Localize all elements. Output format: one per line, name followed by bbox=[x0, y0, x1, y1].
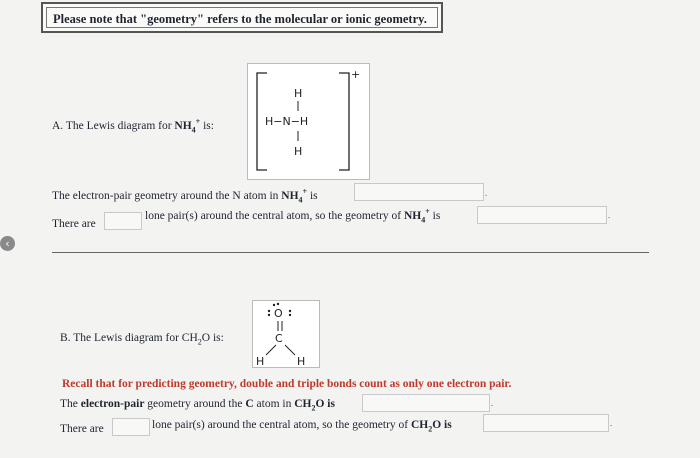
section-divider bbox=[52, 252, 649, 253]
carbon-atom: C bbox=[275, 332, 283, 345]
part-b-lp-text: lone pair(s) around the central atom, so the geometry of $CH_2O$ is bbox=[152, 419, 452, 434]
part-a-lp-prefix: There are bbox=[52, 218, 96, 230]
recall-note: Recall that for predicting geometry, double and triple bonds count as only one electron pair. bbox=[62, 378, 512, 390]
tick-mark: . bbox=[485, 188, 488, 198]
part-b-label: B. The Lewis diagram for $CH_2O$ is: bbox=[60, 332, 224, 347]
part-b-lp-count-input[interactable] bbox=[112, 418, 150, 436]
geometry-note-text: Please note that "geometry" refers to the molecular or ionic geometry. bbox=[46, 7, 438, 28]
oxygen-atom: O bbox=[274, 307, 283, 320]
part-a-label: A. The Lewis diagram for $NH_4^+$ is: bbox=[52, 117, 214, 135]
part-a-lp-text: lone pair(s) around the central atom, so the geometry of $NH_4^+$ is bbox=[145, 207, 441, 225]
chevron-left-icon[interactable]: ‹ bbox=[0, 236, 15, 251]
top-hydrogen: H bbox=[294, 87, 303, 100]
tick-mark: . bbox=[491, 398, 494, 408]
part-a-epg-input[interactable] bbox=[354, 183, 484, 201]
part-b-geometry-input[interactable] bbox=[483, 414, 609, 432]
bottom-hydrogen: H bbox=[294, 145, 303, 158]
part-b-epg-text: The electron-pair geometry around the C atom in $CH_2O$ is bbox=[60, 398, 335, 413]
part-a-lp-count-input[interactable] bbox=[104, 212, 142, 230]
part-b-epg-input[interactable] bbox=[362, 394, 490, 412]
part-b-lp-prefix: There are bbox=[60, 423, 104, 435]
part-a-geometry-input[interactable] bbox=[477, 206, 607, 224]
center-row: H−N−H bbox=[265, 115, 309, 128]
geometry-note bbox=[41, 2, 443, 33]
left-hydrogen: H bbox=[256, 355, 265, 368]
nh4-lewis-diagram bbox=[247, 63, 370, 180]
right-hydrogen: H bbox=[297, 355, 306, 368]
tick-mark: . bbox=[610, 418, 613, 428]
tick-mark: . bbox=[608, 210, 611, 220]
part-a-epg-text: The electron-pair geometry around the N atom in $NH_4^+$ is bbox=[52, 187, 318, 205]
ch2o-lewis-diagram bbox=[252, 300, 320, 368]
charge-plus: + bbox=[351, 68, 361, 81]
